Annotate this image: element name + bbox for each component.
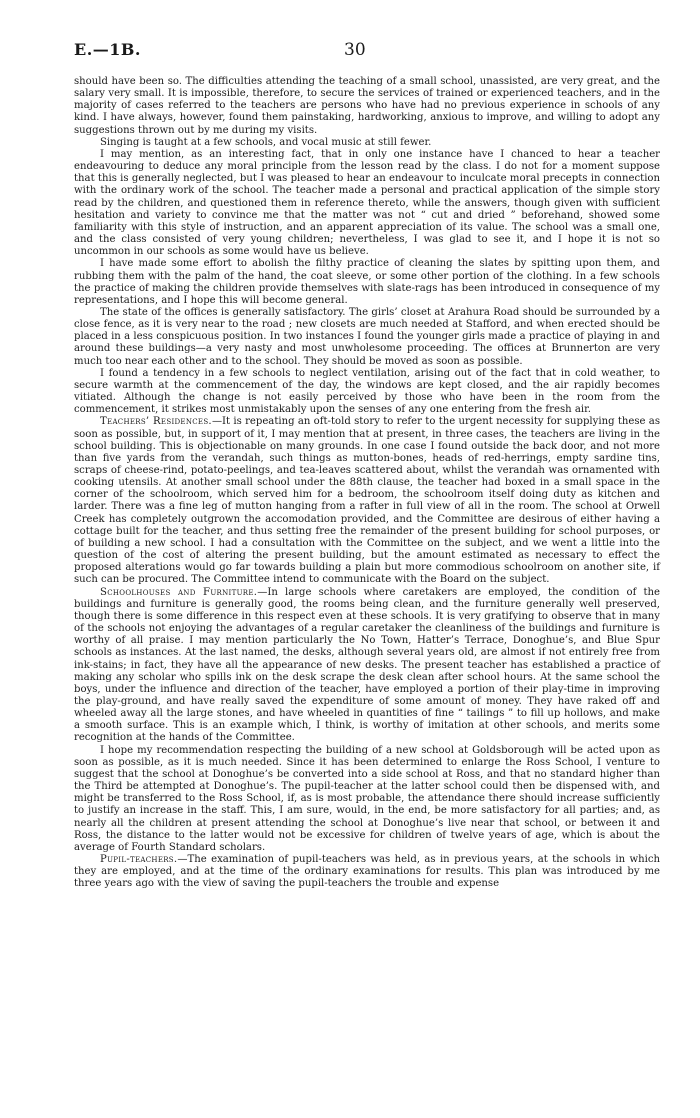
paragraph-text: I hope my recommendation respecting the building of a new school at Goldsborough will be acted upon as soon as possible, as it is much needed. Since it has been determined to enlarge the Ross School, I venture to suggest that the school at Donoghue’s be converted into a side school at Ross, and that no standard higher than the Third be attempted at Donoghue’s. The pupil-teacher at the latter school could then be dispensed with, and might be transferred to the Ross School, if, as is most probable, the attendance there should increase sufficiently to justify an increase in the staff. This, I am sure, would, in the end, be more satisfactory for all parties; and, as nearly all the children at present attending the school at Donoghue’s live near that school, or between it and Ross, the distance to the latter would not be excessive for children of twelve years of age, which is about the average of Fourth Standard scholars. [74, 744, 660, 853]
section-heading-teachers-residences: Teachers’ Residences. [100, 416, 212, 428]
paragraph-text: The state of the offices is generally satisfactory. The girls’ closet at Arahura Road should be surrounded by a close fence, as it is very near to the road ; new closets are much needed at Stafford, and when erected should be placed in a less conspicuous position. In two instances I found the younger girls made a practice of playing in and around these buildings—a very nasty and most unwholesome proceeding. The offices at Brunnerton are very much too near each other and to the school. They should be moved as soon as possible. [74, 306, 660, 367]
paragraph [74, 307, 660, 368]
paragraph-text: —In large schools where caretakers are employed, the condition of the buildings and furniture is generally good, the rooms being clean, and the furniture generally well preserved, though there is some difference in this respect even at these schools. It is very gratifying to observe that in many of the schools not enjoying the advantages of a regular caretaker the cleanliness of the buildings and furniture is worthy of all praise. I may mention particularly the No Town, Hatter’s Terrace, Donoghue’s, and Blue Spur schools as instances. At the last named, the desks, although several years old, are almost if not entirely free from ink-stains; in fact, they have all the appearance of new desks. The present teacher has established a practice of making any scholar who spills ink on the desk scrape the desk clean after school hours. At the same school the boys, under the influence and direction of the teacher, have employed a portion of their play-time in improving the play-ground, and have really saved the expenditure of some amount of money. They have raked off and wheeled away all the large stones, and have wheeled in quantities of fine “ tailings ” to fill up hollows, and make a smooth surface. This is an example which, I think, is worthy of imitation at other schools, and merits some recognition at the hands of the Committee. [74, 586, 661, 744]
section-heading-pupil-teachers: Pupil-teachers. [100, 854, 178, 865]
paragraph-text: —It is repeating an oft-told story to refer to the urgent necessity for supplying these as soon as possible, but, in support of it, I may mention that at present, in three cases, the teachers are living in the school building. This is objectionable on many grounds. In one case I found outside the back door, and not more than five yards from the verandah, such things as mutton-bones, heads of red-herrings, empty sardine tins, scraps of cheese-rind, potato-peelings, and tea-leaves scattered about, whilst the verandah was ornamented with cooking utensils. At another small school under the 88th clause, the teacher had boxed in a small space in the corner of the schoolroom, which served him for a bedroom, the schoolroom itself doing duty as kitchen and larder. There was a fine leg of mutton hanging from a rafter in full view of all in the room. The school at Orwell Creek has completely outgrown the accomodation provided, and the Committee are desirous of either having a cottage built for the teacher, and thus setting free the remainder of the present building for school purposes, or of building a new school. I had a consultation with the Committee on the subject, and we went a little into the question of the cost of altering the present building, but the amount estimated as necessary to effect the proposed alterations would go far towards building a plain but more commodious schoolroom on another site, if such can be procured. The Committee intend to communicate with the Board on the subject. [74, 416, 660, 586]
paragraph-text: Singing is taught at a few schools, and vocal music at still fewer. [100, 136, 432, 148]
paragraph-text: I have made some effort to abolish the filthy practice of cleaning the slates by spitting upon them, and rubbing them with the palm of the hand, the coat sleeve, or some other portion of the clothing. In a few schools the practice of making the children provide themselves with slate-rags has been introduced in consequence of my representations, and I hope this will become general. [74, 258, 660, 306]
paragraph [74, 854, 660, 890]
paragraph [74, 416, 660, 586]
paragraph [74, 745, 660, 854]
document-body [74, 76, 660, 890]
section-heading-schoolhouses-furniture: Schoolhouses and Furniture. [100, 586, 258, 598]
paragraph-text: should have been so. The difficulties attending the teaching of a small school, unassisted, are very great, and the salary very small. It is impossible, therefore, to secure the services of trained or experienced teachers, and in the majority of cases referred to the teachers are persons who have had no previous experience in schools of any kind. I have always, however, found them painstaking, hardworking, anxious to improve, and willing to adopt any suggestions thrown out by me during my visits. [74, 76, 660, 136]
paragraph [74, 258, 660, 307]
paragraph [74, 137, 660, 149]
page-number: 30 [344, 40, 366, 60]
document-reference: E.—1B. [74, 40, 141, 59]
paragraph-text: —The examination of pupil-teachers was held, as in previous years, at the schools in which they are employed, and at the time of the ordinary examinations for results. This plan was introduced by me three years ago with the view of saving the pupil-teachers the trouble and expense [74, 854, 660, 890]
paragraph [74, 149, 660, 258]
paragraph [74, 587, 660, 745]
page-header [74, 40, 660, 70]
paragraph [74, 368, 660, 417]
paragraph-text: I found a tendency in a few schools to neglect ventilation, arising out of the fact that in cold weather, to secure warmth at the commencement of the day, the windows are kept closed, and the air rapidly becomes vitiated. Although the change is not easily perceived by those who have been in the room from the commencement, it strikes most unmistakably upon the senses of any one entering from the fresh air. [74, 367, 660, 416]
paragraph-text: I may mention, as an interesting fact, that in only one instance have I chanced to hear a teacher endeavouring to deduce any moral principle from the lesson read by the class. I do not for a moment suppose that this is generally neglected, but I was pleased to hear an endeavour to inculcate moral precepts in connection with the ordinary work of the school. The teacher made a personal and practical application of the simple story read by the children, and questioned them in reference thereto, while the answers, though given with sufficient hesitation and variety to convince me that the matter was not “ cut and dried ” beforehand, showed some familiarity with this style of instruction, and an apparent appreciation of its value. The school was a small one, and the class consisted of very young children; nevertheless, I was glad to see it, and I hope it is not so uncommon in our schools as some would have us believe. [74, 148, 660, 258]
paragraph [74, 76, 660, 137]
